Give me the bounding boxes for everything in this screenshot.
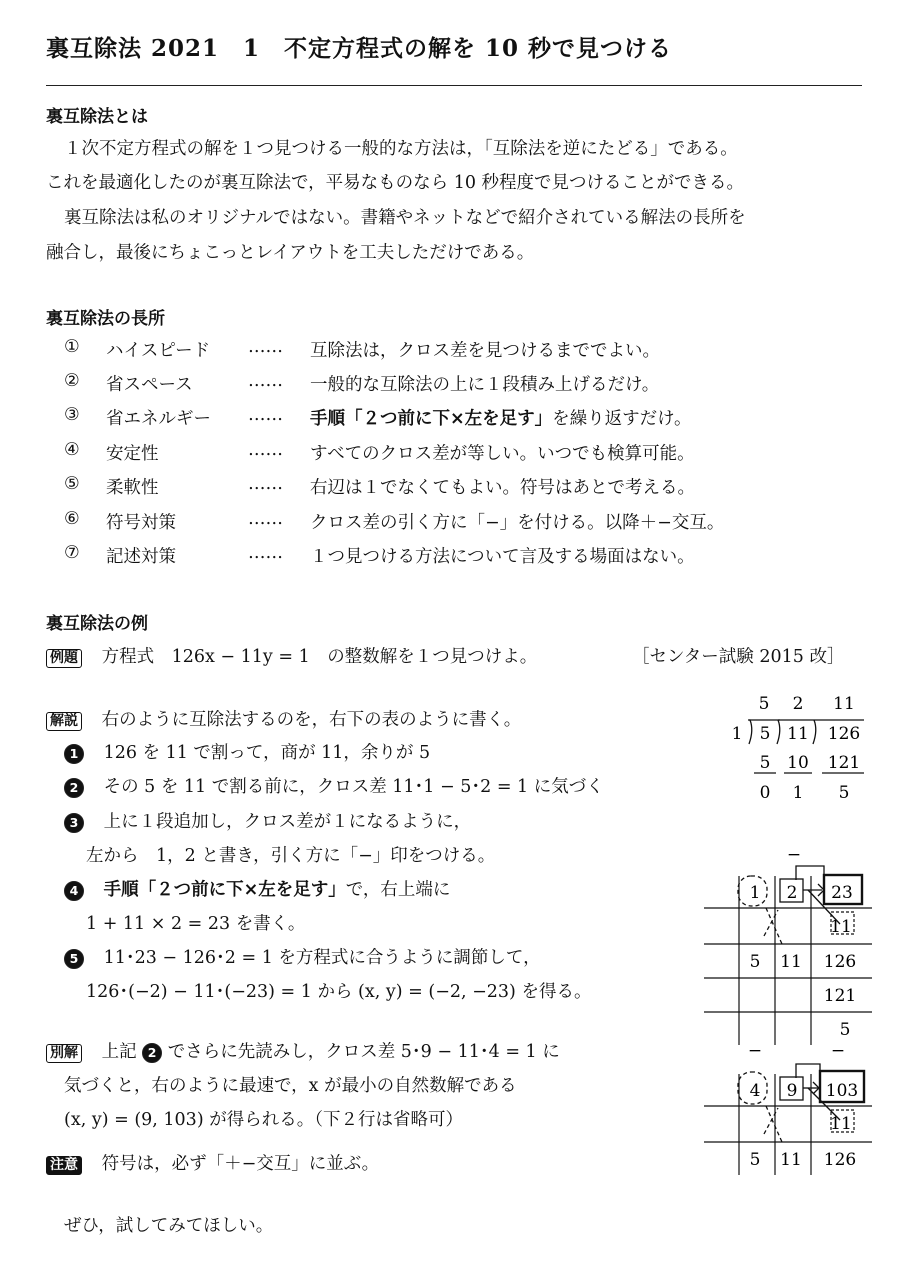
merit-dots: …… [248, 543, 283, 563]
merit-name: 安定性 [106, 444, 159, 464]
cross-line [764, 910, 778, 936]
merit-desc: 一般的な互除法の上に１段積み上げるだけ。 [310, 375, 660, 395]
table-cell: 9 [786, 1081, 798, 1101]
alt-text-post: でさらに先読みし，クロス差 5･9 − 11･4 = 1 に [167, 1042, 560, 1062]
example-source: ［センター試験 2015 改］ [632, 647, 845, 667]
note-text: 符号は，必ず「＋−交互」に並ぶ。 [101, 1154, 380, 1174]
table-cell: 11 [780, 1150, 802, 1170]
step-number: 2 [64, 778, 84, 798]
section-heading-intro: 裏互除法とは [46, 107, 148, 127]
division-bracket [748, 720, 752, 744]
table-cell: 2 [786, 883, 798, 903]
merit-name: ハイスピード [106, 341, 211, 361]
alt-line-2: 気づくと，右のように最速で，x が最小の自然数解である [64, 1076, 517, 1096]
reverse-euclid-table-2 [700, 1040, 872, 1175]
merit-num: ① [64, 337, 80, 357]
step-number: 4 [64, 881, 84, 901]
step-number: 5 [64, 949, 84, 969]
merit-desc: クロス差の引く方に「−」を付ける。以降＋−交互。 [310, 513, 725, 533]
step-text: 126 を 11 で割って，商が 11，余りが 5 [103, 743, 431, 763]
minus-mark: − [747, 1041, 763, 1061]
alt-solution [46, 1038, 560, 1063]
procedure-rule: 手順「２つ前に下×左を足す」 [310, 409, 553, 429]
table-cell: 1 [749, 883, 761, 903]
merit-num: ⑦ [64, 543, 80, 563]
step-number: 1 [64, 744, 84, 764]
arrow-line [796, 866, 824, 880]
merit-desc-tail: を繰り返すだけ。 [552, 409, 692, 429]
page-title: 裏互除法 2021 1 不定方程式の解を 10 秒で見つける [46, 35, 673, 62]
merit-num: ⑥ [64, 509, 80, 529]
example-problem [46, 643, 537, 668]
note [46, 1150, 379, 1175]
table-cell: 11 [780, 952, 802, 972]
intro-line-1: １次不定方程式の解を１つ見つける一般的な方法は，「互除法を逆にたどる」である。 [64, 139, 738, 159]
remainder: 1 [792, 783, 804, 803]
merit-dots: …… [248, 440, 283, 460]
product: 121 [827, 753, 861, 773]
merit-name: 符号対策 [106, 513, 176, 533]
table-cell: 4 [749, 1081, 761, 1101]
example-text: 方程式 126x − 11y = 1 の整数解を１つ見つけよ。 [101, 647, 538, 667]
merit-name: 記述対策 [106, 547, 176, 567]
step-2 [64, 773, 604, 798]
intro-line-3: 裏互除法は私のオリジナルではない。書籍やネットなどで紹介されている解法の長所を [64, 208, 746, 228]
step-text: その 5 を 11 で割る前に，クロス差 11･1 − 5･2 = 1 に気づく [103, 777, 604, 797]
minus-mark: − [830, 1041, 846, 1061]
remainder: 5 [838, 783, 850, 803]
table-cell: 23 [831, 883, 853, 903]
merit-desc: 互除法は，クロス差を見つけるまででよい。 [310, 341, 660, 361]
merit-num: ④ [64, 440, 80, 460]
merit-desc [310, 405, 691, 430]
section-heading-example: 裏互除法の例 [46, 614, 148, 634]
merit-desc: 右辺は１でなくてもよい。符号はあとで考える。 [310, 478, 695, 498]
quotient: 11 [833, 694, 855, 714]
section-heading-merits: 裏互除法の長所 [46, 309, 165, 329]
merit-name: 柔軟性 [106, 478, 159, 498]
cross-line [764, 1108, 778, 1134]
quotient: 2 [792, 694, 804, 714]
merit-dots: …… [248, 371, 283, 391]
step-3 [64, 808, 471, 833]
step-3-cont: 左から 1，2 と書き，引く方に「−」印をつける。 [86, 846, 496, 866]
reverse-euclid-table-1 [700, 840, 872, 1045]
table-cell: 126 [823, 1150, 857, 1170]
step-4 [64, 876, 450, 901]
example-label: 例題 [46, 649, 82, 668]
table-cell: 11 [830, 917, 852, 937]
table-cell: 11 [830, 1114, 852, 1134]
table-cell: 5 [839, 1020, 851, 1040]
solution-label: 解説 [46, 712, 82, 731]
dividend: 5 [759, 724, 771, 744]
step-text: 11･23 − 126･2 = 1 を方程式に合うように調節して， [103, 948, 541, 968]
merit-name: 省エネルギー [106, 409, 211, 429]
step-ref-number: 2 [142, 1043, 162, 1063]
merit-num: ③ [64, 405, 80, 425]
step-text: 上に１段追加し，クロス差が１になるように， [103, 812, 472, 832]
merit-name: 省スペース [106, 375, 193, 395]
cross-line [766, 1106, 782, 1142]
closing-text: ぜひ，試してみてほしい。 [64, 1216, 274, 1236]
step-text: で，右上端に [345, 880, 451, 900]
solution-intro [46, 706, 521, 731]
alt-text-pre: 上記 [101, 1042, 137, 1062]
note-label: 注意 [46, 1156, 82, 1175]
alt-label: 別解 [46, 1044, 82, 1063]
merit-dots: …… [248, 474, 283, 494]
table-cell: 5 [749, 952, 761, 972]
procedure-rule: 手順「２つ前に下×左を足す」 [103, 880, 346, 900]
merit-num: ② [64, 371, 80, 391]
minus-mark: − [786, 845, 802, 865]
merit-dots: …… [248, 337, 283, 357]
table-cell: 121 [823, 986, 857, 1006]
title-divider [46, 85, 862, 86]
quotient: 5 [758, 694, 770, 714]
cross-line [766, 908, 782, 944]
merit-dots: …… [248, 509, 283, 529]
intro-line-4: 融合し，最後にちょこっとレイアウトを工夫しただけである。 [46, 243, 535, 263]
step-number: 3 [64, 813, 84, 833]
merit-dots: …… [248, 405, 283, 425]
product: 10 [787, 753, 809, 773]
step-5-cont: 126･(−2) − 11･(−23) = 1 から (x, y) = (−2, −23) を得る。 [86, 982, 592, 1002]
division-bracket [813, 720, 816, 744]
dividend: 11 [787, 724, 809, 744]
division-bracket [777, 720, 780, 744]
table-cell: 126 [823, 952, 857, 972]
merit-num: ⑤ [64, 474, 80, 494]
solution-intro-text: 右のように互除法するのを，右下の表のように書く。 [101, 710, 522, 730]
dividend: 126 [827, 724, 861, 744]
remainder: 0 [759, 783, 771, 803]
step-1 [64, 739, 430, 764]
division-diagram [726, 690, 866, 808]
intro-line-2: これを最適化したのが裏互除法で，平易なものなら 10 秒程度で見つけることができる。 [46, 173, 745, 193]
product: 5 [759, 753, 771, 773]
divisor: 1 [731, 724, 743, 744]
table-cell: 103 [825, 1081, 859, 1101]
table-cell: 5 [749, 1150, 761, 1170]
alt-line-3: (x, y) = (9, 103) が得られる。（下２行は省略可） [64, 1110, 463, 1130]
merit-desc: すべてのクロス差が等しい。いつでも検算可能。 [310, 444, 695, 464]
merit-desc: １つ見つける方法について言及する場面はない。 [310, 547, 695, 567]
step-5 [64, 944, 541, 969]
step-4-cont: 1 + 11 × 2 = 23 を書く。 [86, 914, 306, 934]
arrow-line [796, 1064, 820, 1078]
